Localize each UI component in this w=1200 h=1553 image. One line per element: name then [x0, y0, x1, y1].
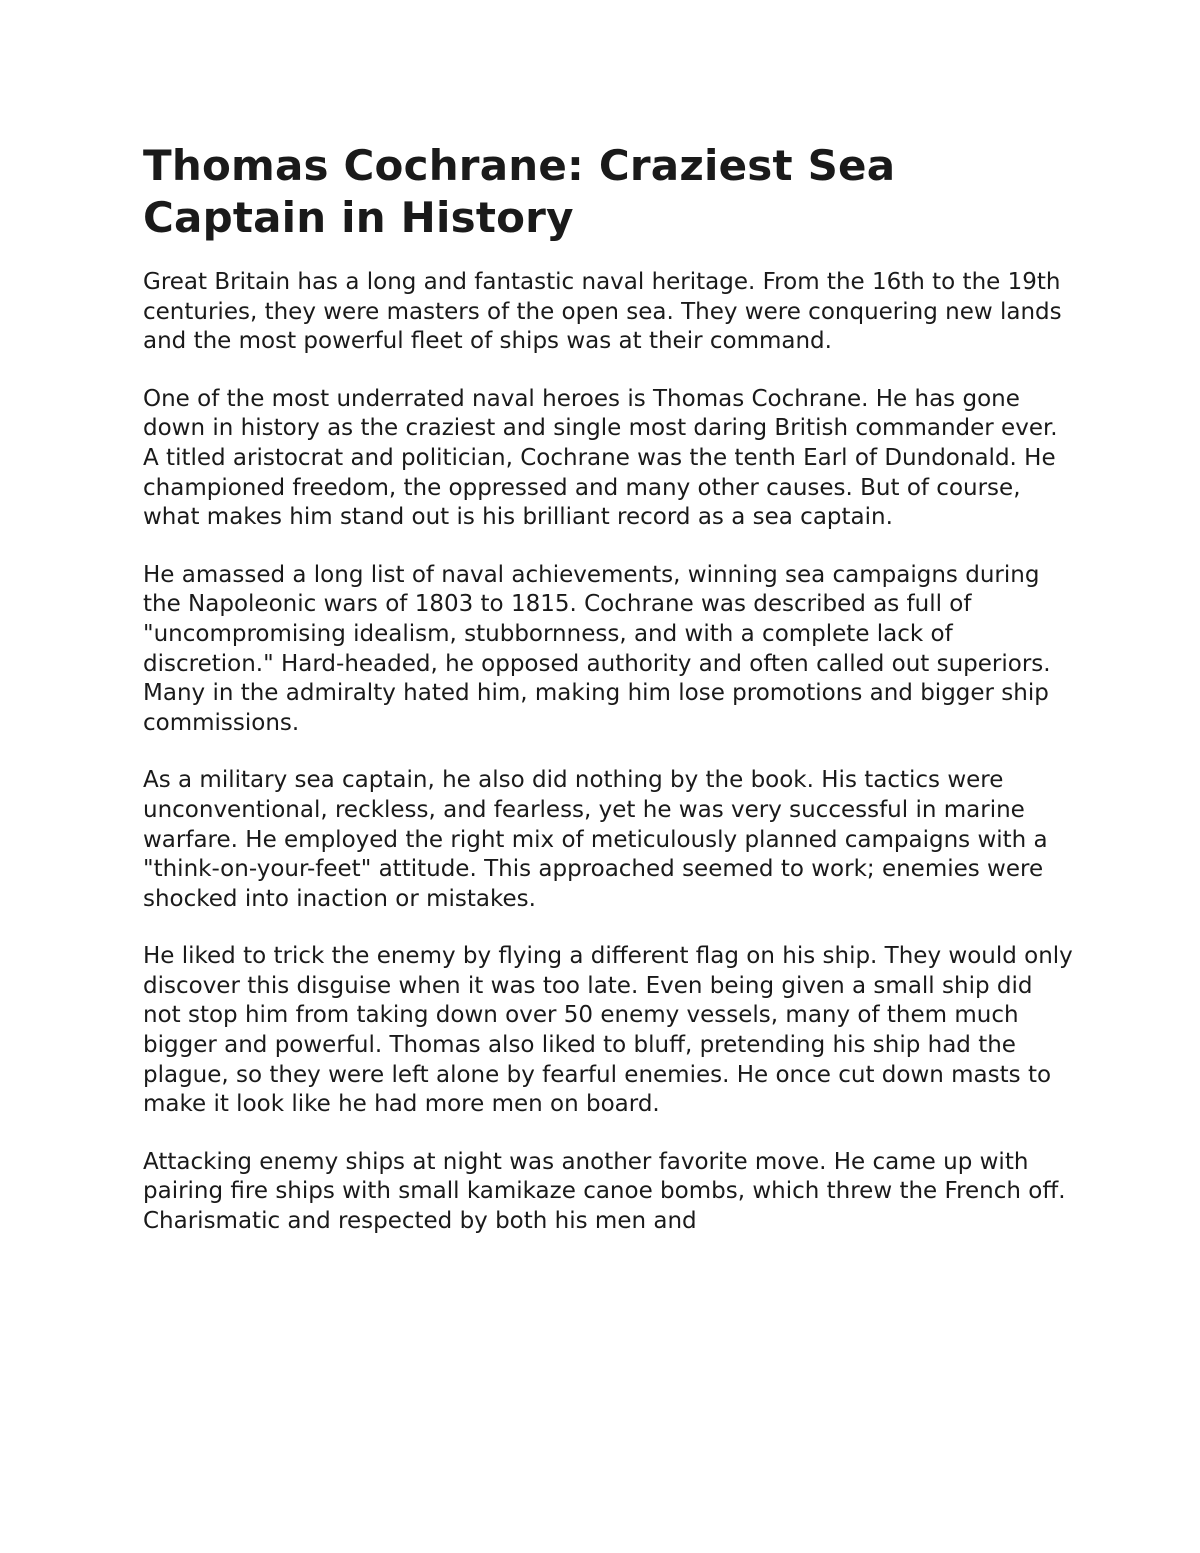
paragraph-6: Attacking enemy ships at night was another favorite move. He came up with pairing fire ships with small kamikaze canoe bombs, which threw the French off. Charismatic and respected by both his men and [143, 1148, 1066, 1235]
paragraph-5: He liked to trick the enemy by flying a different flag on his ship. They would only discover this disguise when it was too late. Even being given a small ship did not stop him from taking down over 50 enemy vessels, many of them much bigger and powerful. Thomas also liked to bluff, pretending his ship had the plague, so they were left alone by fearful enemies. He once cut down masts to make it look like he had more men on board. [143, 943, 1073, 1118]
paragraph-1: Great Britain has a long and fantastic naval heritage. From the 16th to the 19th centuries, they were masters of the open sea. They were conquering new lands and the most powerful fleet of ships was at their command. [143, 269, 1062, 355]
document-body [143, 140, 1073, 1265]
paragraph-2: One of the most underrated naval heroes is Thomas Cochrane. He has gone down in history as the craziest and single most daring British commander ever. A titled aristocrat and politician, Cochrane was the tenth Earl of Dundonald. He championed freedom, the oppressed and many other causes. But of course, what makes him stand out is his brilliant record as a sea captain. [143, 385, 1058, 531]
paragraph-4: As a military sea captain, he also did nothing by the book. His tactics were unconventional, reckless, and fearless, yet he was very successful in marine warfare. He employed the right mix of meticulously planned campaigns with a "think-on-your-feet" attitude. This approached seemed to work; enemies were shocked into inaction or mistakes. [143, 767, 1048, 912]
paragraph-3: He amassed a long list of naval achievements, winning sea campaigns during the Napoleonic wars of 1803 to 1815. Cochrane was described as full of "uncompromising idealism, stubbornness, and with a complete lack of discretion." Hard-headed, he opposed authority and often called out superiors. Many in the admiralty hated him, making him lose promotions and bigger ship commissions. [143, 561, 1051, 736]
document-title: Thomas Cochrane: Craziest Sea Captain in History [143, 141, 896, 242]
